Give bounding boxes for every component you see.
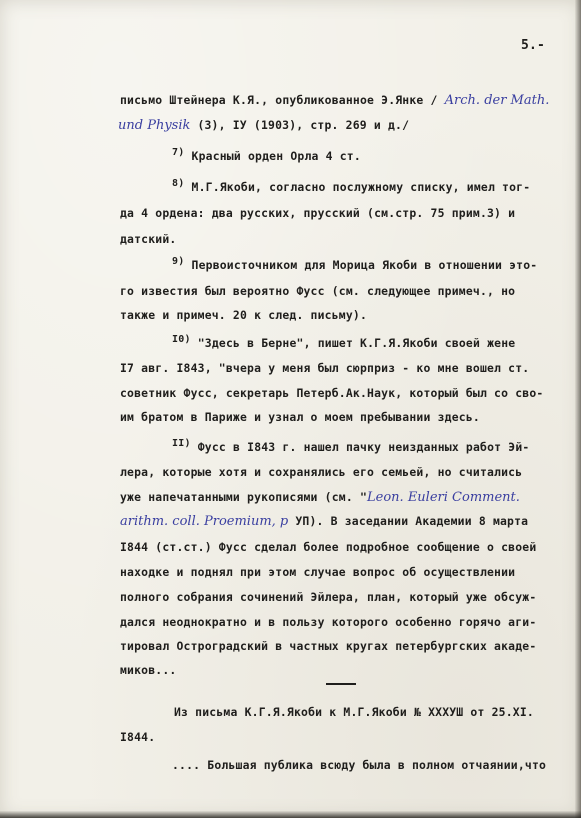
text-line: I844 (ст.ст.) Фусс сделал более подробное сообщение о своей: [120, 540, 537, 554]
text-line: тировал Остроградский в частных кругах петербургских акаде-: [120, 639, 537, 653]
typed-text: уже напечатанными рукописями (см. ": [120, 490, 368, 504]
letter-heading-date: I844.: [120, 730, 156, 744]
page-edge-shadow: [0, 811, 581, 818]
text-line: дался неоднократно и в пользу которого особенно горячо аги-: [120, 615, 537, 629]
text-line: I7 авг. I843, "вчера у меня был сюрприз - ко мне вошел ст.: [120, 361, 530, 375]
section-separator: [326, 683, 356, 685]
typed-text: письмо Штейнера К.Я., опубликованное Э.Янке /: [120, 93, 438, 107]
text-line: [118, 118, 409, 133]
text-line: миков...: [120, 663, 177, 677]
page-number: 5.-: [521, 38, 546, 53]
typed-text: УП). В заседании Академии 8 марта: [295, 514, 529, 528]
footnote-marker: 9): [172, 256, 185, 267]
footnote-10: [172, 336, 515, 350]
typed-text: Первоисточником для Морица Якоби в отношении это-: [191, 258, 538, 272]
typed-text: (3), IУ (1903), стр. 269 и д./: [197, 118, 410, 132]
text-line: датский.: [120, 232, 177, 246]
footnote-marker: 8): [172, 178, 185, 189]
text-line: находке и поднял при этом случае вопрос об осуществлении: [120, 565, 516, 579]
text-line: го известия был вероятно Фусс (см. следующее примеч., но: [120, 284, 516, 298]
typed-text: М.Г.Якоби, согласно послужному списку, имел тог-: [191, 180, 531, 194]
letter-heading: Из письма К.Г.Я.Якоби к М.Г.Якоби № XXXУШ от 25.XI.: [174, 705, 534, 719]
text-line: советник Фусс, секретарь Петерб.Ак.Наук, который был со сво-: [120, 386, 544, 400]
footnote-marker: 7): [172, 147, 185, 158]
typed-text: Красный орден Орла 4 ст.: [191, 149, 361, 163]
typed-text: Фусс в I843 г. нашел пачку неизданных работ Эй-: [197, 440, 530, 454]
footnote-7: [172, 149, 361, 163]
handwritten-annotation: Arch. der Math.: [444, 93, 550, 108]
text-line: да 4 ордена: два русских, прусский (см.стр. 75 прим.3) и: [120, 206, 516, 220]
text-line: лера, которые хотя и сохранялись его семьей, но считались: [120, 465, 523, 479]
footnote-marker: II): [172, 438, 191, 449]
text-line: [120, 514, 528, 529]
footnote-11: [172, 440, 529, 454]
page-edge-shadow: [575, 0, 581, 818]
text-line: [120, 490, 520, 505]
text-line: им братом в Париже и узнал о моем пребывании здесь.: [120, 410, 480, 424]
handwritten-annotation: arithm. coll. Proemium, p: [120, 514, 289, 529]
text-line: также и примеч. 20 к след. письму).: [120, 308, 368, 322]
text-line: полного собрания сочинений Эйлера, план, который уже обсуж-: [120, 590, 537, 604]
handwritten-annotation: Leon. Euleri Comment.: [367, 490, 520, 505]
handwritten-annotation: und Physik: [118, 118, 191, 133]
footnote-8: [172, 180, 530, 194]
text-line: [120, 93, 549, 108]
footnote-marker: I0): [172, 334, 191, 345]
footnote-9: [172, 258, 537, 272]
text-line: .... Большая публика всюду была в полном отчаянии,что: [172, 758, 547, 772]
typed-text: "Здесь в Берне", пишет К.Г.Я.Якоби своей жене: [197, 336, 516, 350]
